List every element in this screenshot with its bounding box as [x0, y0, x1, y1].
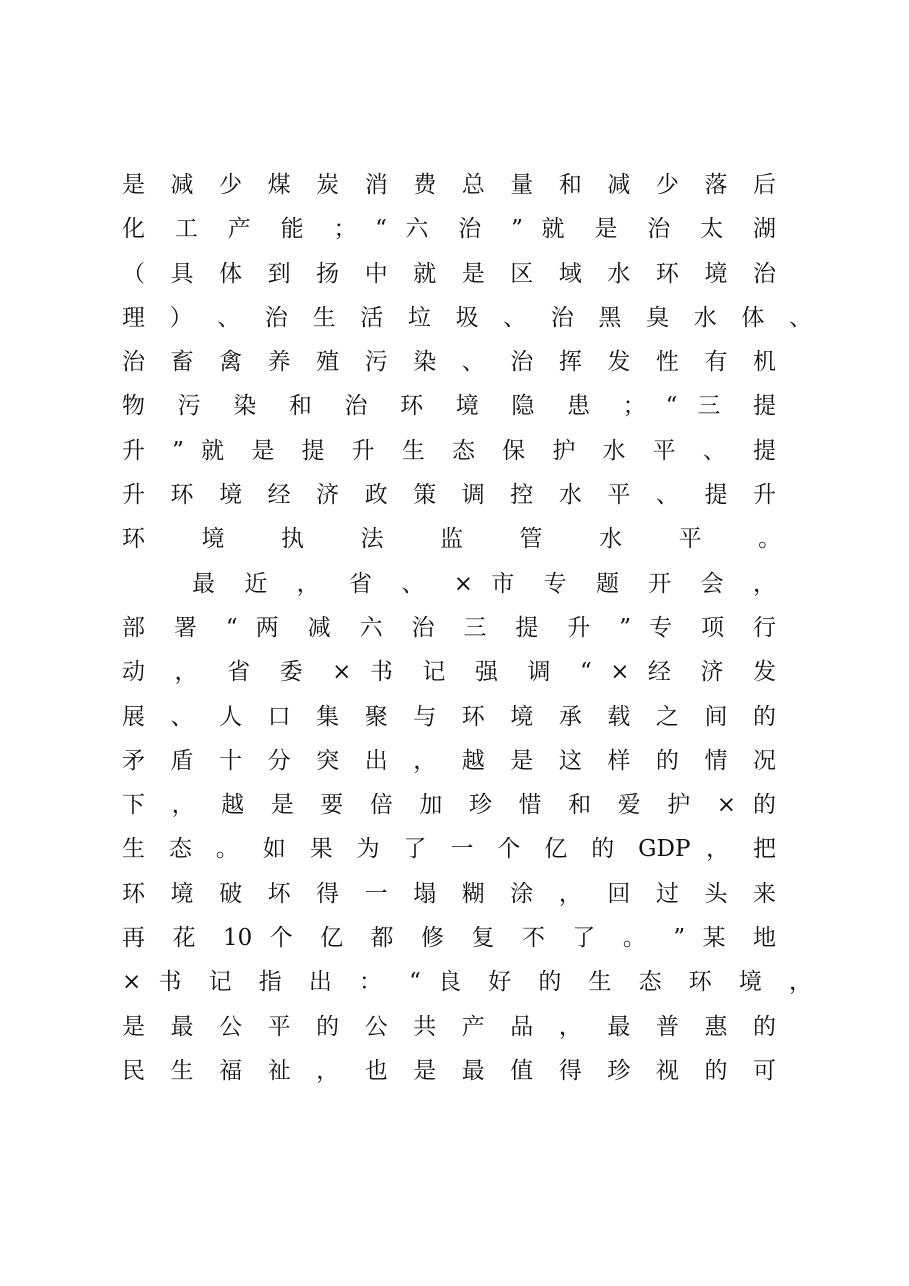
paragraph-first-line: 最 近 ， 省 、 × 市 专 题 开 会 ， [192, 570, 776, 597]
text-line: 化 工 产 能 ； “ 六 治 ” 就 是 治 太 湖 [122, 216, 776, 243]
text-line: （ 具 体 到 扬 中 就 是 区 域 水 环 境 治 [122, 260, 776, 287]
text-line: 治 畜 禽 养 殖 污 染 、 治 挥 发 性 有 机 [122, 349, 776, 376]
text-line: 矛 盾 十 分 突 出 ， 越 是 这 样 的 情 况 [122, 747, 776, 774]
text-line: 升 ” 就 是 提 升 生 态 保 护 水 平 、 提 [122, 437, 776, 464]
text-line: 是 最 公 平 的 公 共 产 品 ， 最 普 惠 的 [122, 1013, 776, 1040]
text-line: 环 境 执 法 监 管 水 平 。 [122, 526, 806, 553]
text-line: 生 态 。 如 果 为 了 一 个 亿 的 GDP ， 把 [122, 836, 776, 863]
text-line: 部 署 “ 两 减 六 治 三 提 升 ” 专 项 行 [122, 614, 776, 641]
text-line: 理 ） 、 治 生 活 垃 圾 、 治 黑 臭 水 体 、 [122, 304, 812, 331]
text-line: 升 环 境 经 济 政 策 调 控 水 平 、 提 升 [122, 482, 776, 509]
body-text [122, 163, 822, 1093]
text-line: × 书 记 指 出 ： “ 良 好 的 生 态 环 境 ， [122, 969, 812, 996]
text-line: 下 ， 越 是 要 倍 加 珍 惜 和 爱 护 × 的 [122, 792, 776, 819]
text-line: 物 污 染 和 治 环 境 隐 患 ； “ 三 提 [122, 393, 776, 420]
text-line: 是 减 少 煤 炭 消 费 总 量 和 减 少 落 后 [122, 172, 776, 198]
text-line: 动 ， 省 委 × 书 记 强 调 “ × 经 济 发 [122, 659, 776, 686]
text-line: 环 境 破 坏 得 一 塌 糊 涂 ， 回 过 头 来 [122, 880, 776, 907]
text-line: 民 生 福 祉 ， 也 是 最 值 得 珍 视 的 可 [122, 1057, 776, 1084]
text-line: 展 、 人 口 集 聚 与 环 境 承 载 之 间 的 [122, 703, 776, 730]
text-line: 再 花 10 个 亿 都 修 复 不 了 。 ” 某 地 [122, 925, 776, 952]
